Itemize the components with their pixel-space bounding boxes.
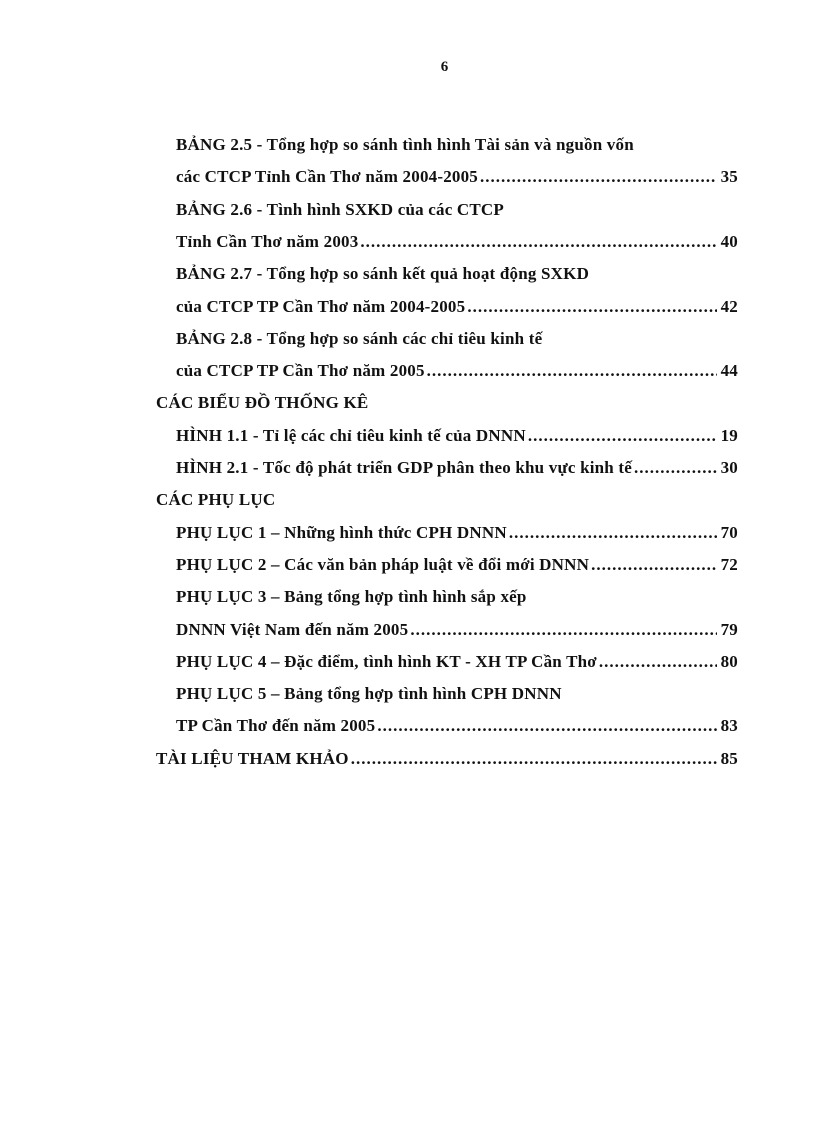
toc-entry-title: DNNN Việt Nam đến năm 2005 [176, 619, 409, 639]
toc-entry-title: BẢNG 2.5 - Tổng hợp so sánh tình hình Tài sản và nguồn vốn [176, 135, 634, 154]
toc-entry-page: 80 [720, 651, 738, 671]
toc-entry-page: 42 [720, 296, 738, 316]
toc-heading [176, 131, 634, 159]
toc-entry-title: PHỤ LỤC 2 – Các văn bản pháp luật về đổi mới DNNN [176, 554, 590, 574]
toc-entry [176, 293, 738, 321]
dot-leader [410, 616, 716, 644]
toc-entry-title: TÀI LIỆU THAM KHẢO [156, 748, 349, 768]
toc-entry-title: của CTCP TP Cần Thơ năm 2004-2005 [176, 296, 466, 316]
toc-entry [176, 551, 738, 579]
dot-leader [591, 551, 717, 579]
toc-entry-page: 70 [720, 522, 738, 542]
dot-leader [528, 422, 717, 450]
toc-heading [176, 260, 589, 288]
toc-entry [176, 616, 738, 644]
toc-heading [176, 325, 542, 353]
toc-entry-title: BẢNG 2.6 - Tình hình SXKD của các CTCP [176, 199, 504, 219]
toc-entry [176, 454, 738, 482]
toc-entry-page: 85 [720, 748, 738, 768]
toc-entry-title: HÌNH 1.1 - Tỉ lệ các chỉ tiêu kinh tế của DNNN [176, 425, 526, 445]
dot-leader [377, 712, 716, 740]
dot-leader [360, 228, 716, 256]
toc-heading [176, 583, 527, 611]
dot-leader [509, 519, 717, 547]
dot-leader [351, 745, 717, 773]
toc-entry-title: PHỤ LỤC 1 – Những hình thức CPH DNNN [176, 522, 507, 542]
toc-entry [176, 228, 738, 256]
toc-entry [156, 745, 738, 773]
toc-entry [176, 648, 738, 676]
toc-heading [176, 680, 562, 708]
toc-entry [176, 712, 738, 740]
toc-heading [176, 196, 504, 224]
toc-entry-page: 44 [720, 361, 738, 381]
toc-entry [176, 422, 738, 450]
toc-entry [176, 163, 738, 191]
page-number: 6 [440, 59, 449, 75]
toc-heading [156, 389, 368, 417]
dot-leader [634, 454, 717, 482]
toc-entry-page: 35 [720, 167, 738, 187]
toc-entry-page: 79 [720, 619, 738, 639]
toc-entry-page: 40 [720, 231, 738, 251]
toc-entry-title: TP Cần Thơ đến năm 2005 [176, 716, 376, 736]
toc-entry [176, 357, 738, 385]
toc-heading [156, 486, 275, 514]
toc-entry-title: BẢNG 2.7 - Tổng hợp so sánh kết quả hoạt động SXKD [176, 264, 590, 284]
toc-entry-title: Tỉnh Cần Thơ năm 2003 [176, 231, 359, 251]
toc-entry-title: PHỤ LỤC 4 – Đặc điểm, tình hình KT - XH TP Cần Thơ [176, 651, 597, 671]
toc-entry-title: của CTCP TP Cần Thơ năm 2005 [176, 361, 425, 381]
toc-entry-title: PHỤ LỤC 3 – Bảng tổng hợp tình hình sắp xếp [176, 587, 527, 607]
toc-entry-title: các CTCP Tỉnh Cần Thơ năm 2004-2005 [176, 167, 479, 187]
toc-entry-page: 19 [720, 425, 738, 445]
toc-entry-page: 83 [720, 716, 738, 736]
dot-leader [480, 163, 717, 191]
dot-leader [467, 293, 716, 321]
dot-leader [599, 648, 717, 676]
toc-entry-title: CÁC PHỤ LỤC [156, 490, 276, 510]
toc-entry-page: 72 [720, 554, 738, 574]
toc-entry-title: PHỤ LỤC 5 – Bảng tổng hợp tình hình CPH DNNN [176, 684, 562, 704]
toc-entry [176, 519, 738, 547]
toc-entry-title: BẢNG 2.8 - Tổng hợp so sánh các chỉ tiêu kinh tế [176, 328, 543, 348]
toc-entry-title: CÁC BIỂU ĐỒ THỐNG KÊ [156, 393, 369, 413]
dot-leader [427, 357, 717, 385]
toc-entry-title: HÌNH 2.1 - Tốc độ phát triển GDP phân theo khu vực kinh tế [176, 458, 633, 477]
toc-entry-page: 30 [720, 458, 738, 477]
